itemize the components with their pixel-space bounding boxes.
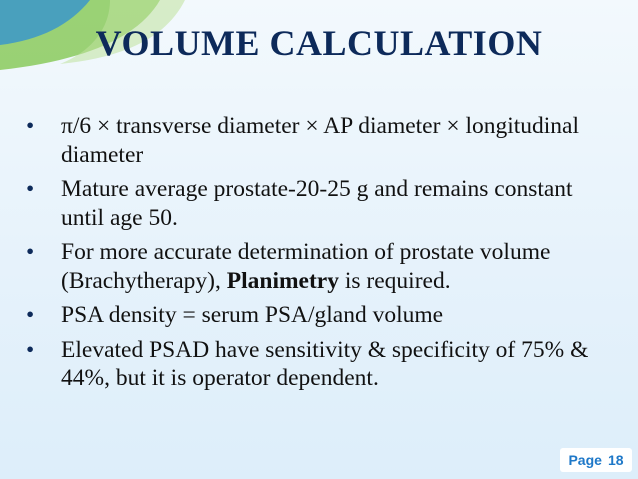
planimetry-term: Planimetry [226,267,339,294]
page-number-badge [560,448,632,472]
bullet-volume-formula: • π/6 × transverse diameter × AP diameter × longitudinal diameter [24,112,589,169]
bullet-psa-density: • PSA density = serum PSA/gland volume [24,301,589,330]
bullet-average-prostate: • Mature average prostate-20-25 g and remains constant until age 50. [24,175,589,232]
bullet-psad-sensitivity: • Elevated PSAD have sensitivity & specificity of 75% & 44%, but it is operator dependent. [24,336,589,393]
bullet-planimetry-pre: For more accurate determination of prostate volume (Brachytherapy), [61,239,551,294]
bullet-planimetry [24,238,589,295]
bullet-planimetry-post: is required. [338,267,451,294]
bullet-list [24,112,589,399]
slide-title: VOLUME CALCULATION [95,23,543,63]
page-label: Page [568,452,602,468]
page-number: 18 [607,452,624,468]
